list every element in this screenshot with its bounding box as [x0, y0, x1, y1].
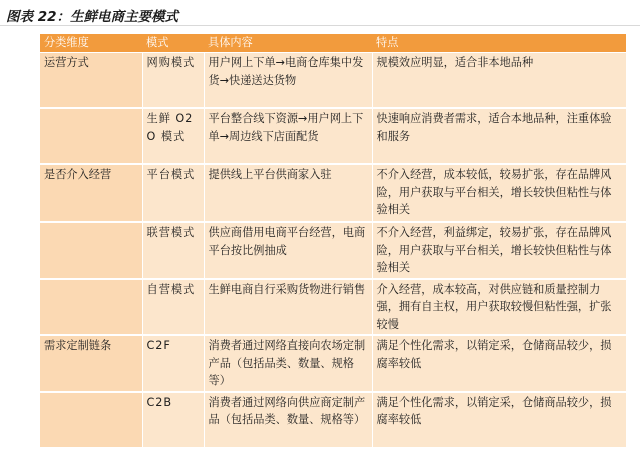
- row-feature: 满足个性化需求，以销定采，仓储商品较少，损腐率较低: [372, 335, 626, 392]
- row-mode: 网购模式: [142, 53, 204, 109]
- row-feature: 不介入经营，成本较低，较易扩张，存在品牌风险，用户获取与平台相关，增长较快但粘性与体验相关: [372, 164, 626, 222]
- row-category: [40, 279, 142, 336]
- table-row: [40, 108, 626, 164]
- figure-title: 图表 22：生鲜电商主要模式: [6, 9, 178, 25]
- row-content: 平台整合线下资源→用户网上下单→周边线下店面配货: [204, 108, 372, 164]
- table-row: [40, 279, 626, 336]
- ecommerce-models-table: [40, 34, 627, 449]
- row-mode: 平台模式: [142, 164, 204, 222]
- table-row: [40, 222, 626, 279]
- row-content: 消费者通过网络向供应商定制产品（包括品类、数量、规格等）: [204, 392, 372, 448]
- row-content: 生鲜电商自行采购货物进行销售: [204, 279, 372, 336]
- row-feature: 介入经营，成本较高，对供应链和质量控制力强，拥有自主权，用户获取较慢但粘性强，扩张较慢: [372, 279, 626, 336]
- header-content: 具体内容: [204, 34, 372, 53]
- row-category: [40, 108, 142, 164]
- table-header-row: [40, 34, 626, 53]
- row-category: [40, 222, 142, 279]
- row-mode: C2B: [142, 392, 204, 448]
- header-mode: 模式: [142, 34, 204, 53]
- row-category: 需求定制链条: [40, 335, 142, 392]
- row-category: 是否介入经营: [40, 164, 142, 222]
- title-divider: [0, 25, 640, 26]
- row-feature: 不介入经营，利益绑定，较易扩张，存在品牌风险，用户获取与平台相关，增长较快但粘性与体验相关: [372, 222, 626, 279]
- header-feature: 特点: [372, 34, 626, 53]
- row-mode: C2F: [142, 335, 204, 392]
- row-feature: 规模效应明显，适合非本地品种: [372, 53, 626, 109]
- row-content: 用户网上下单→电商仓库集中发货→快递送达货物: [204, 53, 372, 109]
- row-feature: 快速响应消费者需求，适合本地品种，注重体验和服务: [372, 108, 626, 164]
- table-row: [40, 335, 626, 392]
- table-row: [40, 164, 626, 222]
- row-mode: 自营模式: [142, 279, 204, 336]
- row-content: 消费者通过网络直接向农场定制产品（包括品类、数量、规格等）: [204, 335, 372, 392]
- table-row: [40, 53, 626, 109]
- row-mode: 联营模式: [142, 222, 204, 279]
- row-category: 运营方式: [40, 53, 142, 109]
- row-feature: 满足个性化需求，以销定采，仓储商品较少，损腐率较低: [372, 392, 626, 448]
- row-content: 提供线上平台供商家入驻: [204, 164, 372, 222]
- row-content: 供应商借用电商平台经营，电商平台按比例抽成: [204, 222, 372, 279]
- row-mode: 生鲜 O2O 模式: [142, 108, 204, 164]
- header-category: 分类维度: [40, 34, 142, 53]
